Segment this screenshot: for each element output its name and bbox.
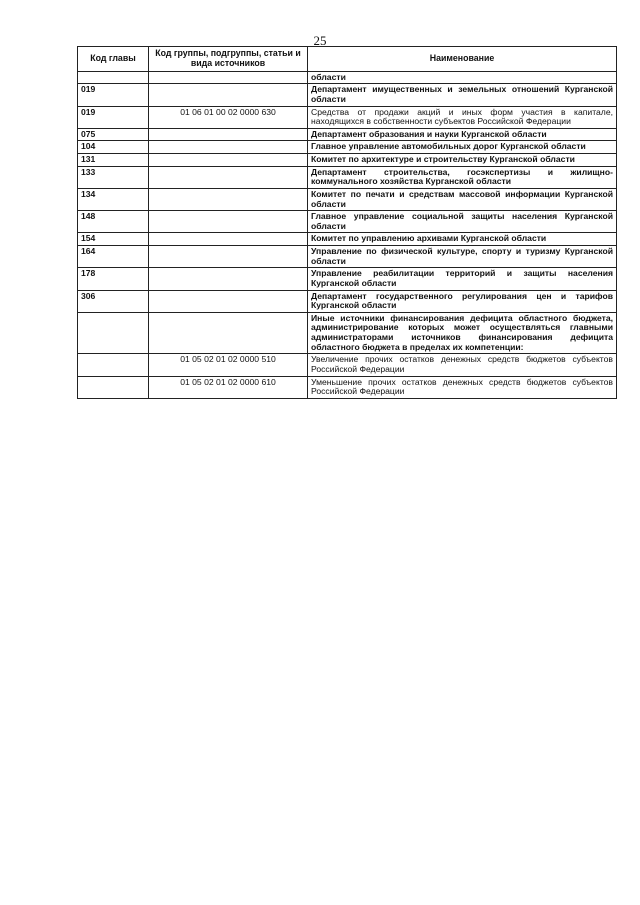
cell-source-code: 01 05 02 01 02 0000 610 [149, 376, 308, 398]
table-row [78, 354, 617, 376]
cell-code: 134 [78, 188, 149, 210]
cell-name: Иные источники финансирования дефицита областного бюджета, администрирование которых может осуществляться главными администраторами источников финансирования дефицита областного бюджета в пределах их компетенции: [308, 312, 617, 354]
cell-name: Средства от продажи акций и иных форм участия в капитале, находящихся в собственности субъектов Российской Федерации [308, 106, 617, 128]
cell-source-code [149, 128, 308, 141]
cell-source-code [149, 246, 308, 268]
table-row [78, 376, 617, 398]
cell-name: Увеличение прочих остатков денежных средств бюджетов субъектов Российской Федерации [308, 354, 617, 376]
cell-source-code [149, 312, 308, 354]
cell-name: Департамент государственного регулирования цен и тарифов Курганской области [308, 290, 617, 312]
header-name: Наименование [308, 47, 617, 72]
cell-name: Департамент образования и науки Курганской области [308, 128, 617, 141]
cell-name: Управление реабилитации территорий и защиты населения Курганской области [308, 268, 617, 290]
cell-source-code [149, 166, 308, 188]
table-row [78, 233, 617, 246]
cell-source-code [149, 84, 308, 106]
cell-code: 133 [78, 166, 149, 188]
cell-name: Департамент строительства, госэкспертизы и жилищно-коммунального хозяйства Курганской области [308, 166, 617, 188]
cell-code [78, 354, 149, 376]
cell-code: 019 [78, 106, 149, 128]
cell-code: 178 [78, 268, 149, 290]
cell-source-code [149, 71, 308, 84]
cell-code: 306 [78, 290, 149, 312]
cell-name: Управление по физической культуре, спорту и туризму Курганской области [308, 246, 617, 268]
sources-table [77, 46, 617, 399]
table-row [78, 71, 617, 84]
cell-code: 075 [78, 128, 149, 141]
cell-source-code [149, 233, 308, 246]
table-row [78, 128, 617, 141]
cell-source-code: 01 05 02 01 02 0000 510 [149, 354, 308, 376]
cell-code [78, 376, 149, 398]
cell-name: Главное управление автомобильных дорог Курганской области [308, 141, 617, 154]
table-row [78, 211, 617, 233]
cell-code: 154 [78, 233, 149, 246]
cell-source-code [149, 141, 308, 154]
cell-name: Комитет по печати и средствам массовой информации Курганской области [308, 188, 617, 210]
header-code: Код главы [78, 47, 149, 72]
table-body [78, 71, 617, 398]
cell-source-code [149, 188, 308, 210]
cell-code: 104 [78, 141, 149, 154]
cell-code [78, 71, 149, 84]
cell-name: Комитет по архитектуре и строительству Курганской области [308, 154, 617, 167]
cell-name: Уменьшение прочих остатков денежных средств бюджетов субъектов Российской Федерации [308, 376, 617, 398]
cell-code: 131 [78, 154, 149, 167]
cell-source-code: 01 06 01 00 02 0000 630 [149, 106, 308, 128]
cell-source-code [149, 154, 308, 167]
cell-name: Департамент имущественных и земельных отношений Курганской области [308, 84, 617, 106]
header-row [78, 47, 617, 72]
cell-source-code [149, 268, 308, 290]
cell-name: Главное управление социальной защиты населения Курганской области [308, 211, 617, 233]
cell-code: 164 [78, 246, 149, 268]
page-number: 25 [313, 33, 327, 48]
cell-code: 148 [78, 211, 149, 233]
table-row [78, 166, 617, 188]
table-row [78, 246, 617, 268]
table-row [78, 290, 617, 312]
table-row [78, 154, 617, 167]
cell-name: Комитет по управлению архивами Курганской области [308, 233, 617, 246]
cell-source-code [149, 211, 308, 233]
cell-code: 019 [78, 84, 149, 106]
table-row [78, 312, 617, 354]
table-row [78, 188, 617, 210]
header-group: Код группы, подгруппы, статьи и вида источников [149, 47, 308, 72]
cell-code [78, 312, 149, 354]
table-header [78, 47, 617, 72]
table-row [78, 84, 617, 106]
cell-name: области [308, 71, 617, 84]
cell-source-code [149, 290, 308, 312]
table-row [78, 106, 617, 128]
table-row [78, 268, 617, 290]
table-row [78, 141, 617, 154]
